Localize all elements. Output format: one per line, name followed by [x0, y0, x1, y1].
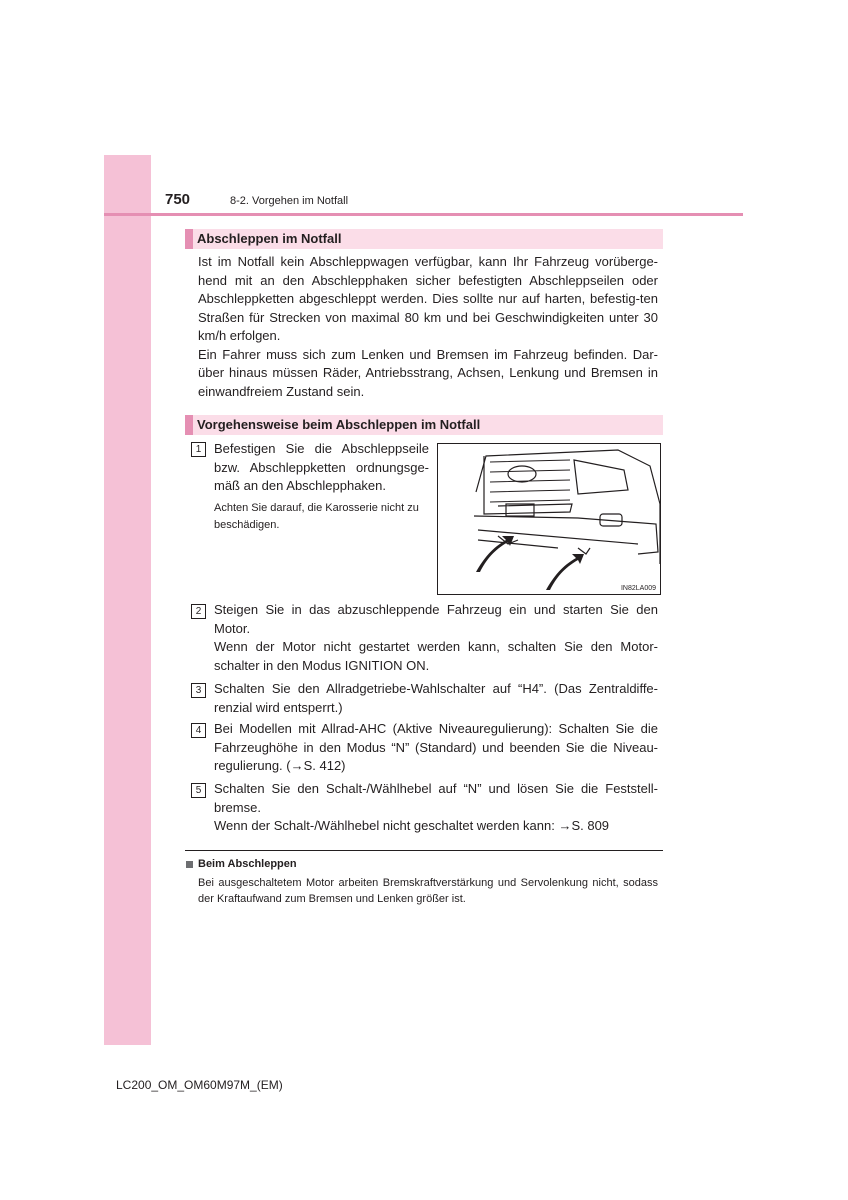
bumper-upper — [474, 516, 658, 554]
step-1-note: Achten Sie darauf, die Karosserie nicht zu beschädigen. — [214, 502, 419, 531]
body-outline — [476, 450, 660, 564]
step-1-text — [214, 440, 429, 496]
step-3-text — [214, 680, 658, 717]
step-line: Wenn der Motor nicht gestartet werden kann, schalten Sie den Motor-schalter in den Modus IGNITION ON. — [214, 639, 658, 673]
note-divider — [185, 850, 663, 851]
section1-paragraph: Ein Fahrer muss sich zum Lenken und Bremsen im Fahrzeug befinden. Dar-über hinaus müssen Räder, Antriebsstrang, Achsen, Lenkung und Bremsen in einwandfreiem Zustand sein. — [198, 346, 658, 399]
chapter-title: 8-2. Vorgehen im Notfall — [230, 195, 349, 207]
section1-body — [198, 253, 658, 401]
section1-paragraph: Ist im Notfall kein Abschleppwagen verfügbar, kann Ihr Fahrzeug vorüberge-hend mit an den Abschlepphaken sicher befestigten Abschleppseilen oder Abschleppketten abgeschleppt werden. Dies sollte nur auf harten, befestig-ten Straßen für Strecken von maximal 80 km und bei Geschwindigkeiten unter 30 km/h erfolgen. — [198, 254, 658, 343]
side-band — [104, 155, 151, 1045]
tow-hook-figure — [437, 443, 661, 595]
step-4-text — [214, 720, 658, 776]
step-line: Schalten Sie den Allradgetriebe-Wahlschalter auf “H4”. (Das Zentraldiffe-renzial wird entsperrt.) — [214, 681, 658, 715]
step-line: Wenn der Schalt-/Wählhebel nicht geschaltet werden kann: →S. 809 — [214, 818, 610, 833]
emblem — [508, 466, 536, 482]
square-bullet-icon — [186, 861, 193, 868]
note-body: Bei ausgeschaltetem Motor arbeiten Bremskraftverstärkung und Servolenkung nicht, sodass der Kraftaufwand zum Bremsen und Lenken größer ist. — [198, 877, 658, 905]
note-title: Beim Abschleppen — [198, 858, 297, 870]
arrow-right — [546, 554, 584, 590]
step-number-5: 5 — [191, 783, 206, 798]
section-heading-vorgehensweise: Vorgehensweise beim Abschleppen im Notfall — [185, 415, 663, 435]
figure-code: IN82LA009 — [620, 585, 656, 592]
tow-hook-right — [578, 548, 590, 554]
footer-code: LC200_OM_OM60M97M_(EM) — [116, 1078, 283, 1092]
step-line: Steigen Sie in das abzuschleppende Fahrzeug ein und starten Sie den Motor. — [214, 602, 658, 636]
step-number-2: 2 — [191, 604, 206, 619]
step-line: Schalten Sie den Schalt-/Wählhebel auf “N” und lösen Sie die Feststell-bremse. — [214, 781, 658, 815]
step-number-1: 1 — [191, 442, 206, 457]
step-number-3: 3 — [191, 683, 206, 698]
section-heading-abschleppen: Abschleppen im Notfall — [185, 229, 663, 249]
header-rule — [104, 213, 743, 216]
page-number: 750 — [165, 191, 191, 208]
step-number-4: 4 — [191, 723, 206, 738]
step-5-text — [214, 780, 658, 836]
step-2-text — [214, 601, 658, 675]
grille-frame — [484, 456, 572, 514]
step-line: Bei Modellen mit Allrad-AHC (Aktive Niveauregulierung): Schalten Sie die Fahrzeughöhe in den Modus “N” (Standard) und beenden Sie die Niveau-regulierung. (→S. 412) — [214, 721, 658, 773]
step-line: Befestigen Sie die Abschleppseile bzw. Abschleppketten ordnungsge-mäß an den Abschlepphaken. — [214, 441, 429, 493]
headlight — [574, 460, 628, 494]
vehicle-front-illustration — [438, 444, 661, 595]
